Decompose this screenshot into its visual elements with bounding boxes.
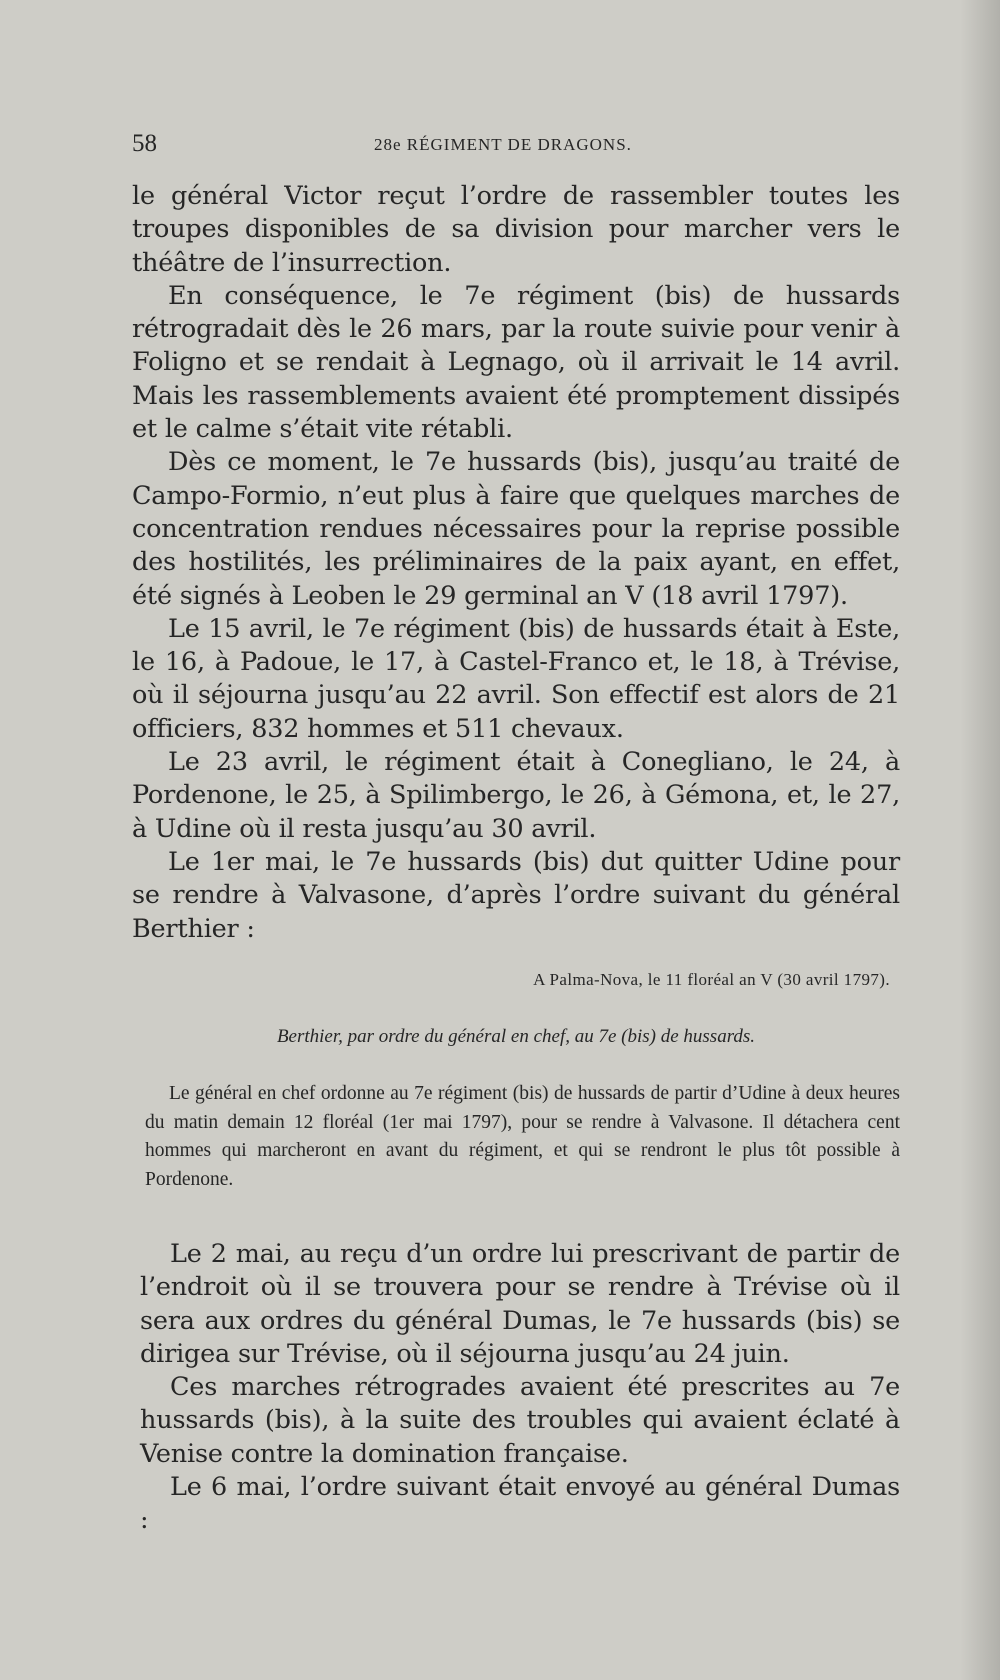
running-head: 28e RÉGIMENT DE DRAGONS. <box>374 135 632 154</box>
paragraph-5: Le 23 avril, le régiment était à Conegliano, le 24, à Pordenone, le 25, à Spilimbergo, le 26, à Gémona, et, le 27, à Udine où il resta jusqu’au 30 avril. <box>132 747 900 844</box>
letter-text: Le général en chef ordonne au 7e régiment (bis) de hussards de partir d’Udine à deux heures du matin demain 12 floréal (1er mai 1797), pour se rendre à Valvasone. Il détachera cent hommes qui marcheront en avant du régiment, et qui se rendront le plus tôt possible à Pordenone. <box>145 1083 900 1190</box>
letter-dateline: A Palma-Nova, le 11 floréal an V (30 avril 1797). <box>533 970 890 989</box>
paragraph-1: le général Victor reçut l’ordre de rassembler toutes les troupes disponibles de sa division pour marcher vers le théâtre de l’insurrection. <box>132 181 900 278</box>
page-edge-shadow <box>960 0 1000 1680</box>
paragraph-9: Le 6 mai, l’ordre suivant était envoyé au général Dumas : <box>140 1472 900 1536</box>
main-text-continued <box>140 1238 900 1538</box>
paragraph-4: Le 15 avril, le 7e régiment (bis) de hussards était à Este, le 16, à Padoue, le 17, à Castel-Franco et, le 18, à Trévise, où il séjourna jusqu’au 22 avril. Son effectif est alors de 21 officiers, 832 hommes et 511 chevaux. <box>132 613 900 744</box>
main-text <box>132 180 900 946</box>
paragraph-7: Le 2 mai, au reçu d’un ordre lui prescrivant de partir de l’endroit où il se trouvera pour se rendre à Trévise où il sera aux ordres du général Dumas, le 7e hussards (bis) se dirigea sur Trévise, où il séjourna jusqu’au 24 juin. <box>140 1239 900 1369</box>
letter-addressee: Berthier, par ordre du général en chef, au 7e (bis) de hussards. <box>276 1026 756 1047</box>
paragraph-8: Ces marches rétrogrades avaient été prescrites au 7e hussards (bis), à la suite des troubles qui avaient éclaté à Venise contre la domination française. <box>140 1372 900 1469</box>
page-number: 58 <box>132 130 157 157</box>
page-header <box>132 130 892 160</box>
paragraph-2: En conséquence, le 7e régiment (bis) de hussards rétrogradait dès le 26 mars, par la route suivie pour venir à Foligno et se rendait à Legnago, où il arrivait le 14 avril. Mais les rassemblements avaient été promptement dissipés et le calme s’était vite rétabli. <box>132 280 900 445</box>
paragraph-3: Dès ce moment, le 7e hussards (bis), jusqu’au traité de Campo-Formio, n’eut plus à faire que quelques marches de concentration rendues nécessaires pour la reprise possible des hostilités, les préliminaires de la paix ayant, en effet, été signés à Leoben le 29 germinal an V (18 avril 1797). <box>132 447 900 611</box>
paragraph-6: Le 1er mai, le 7e hussards (bis) dut quitter Udine pour se rendre à Valvasone, d’après l’ordre suivant du général Berthier : <box>132 846 900 944</box>
